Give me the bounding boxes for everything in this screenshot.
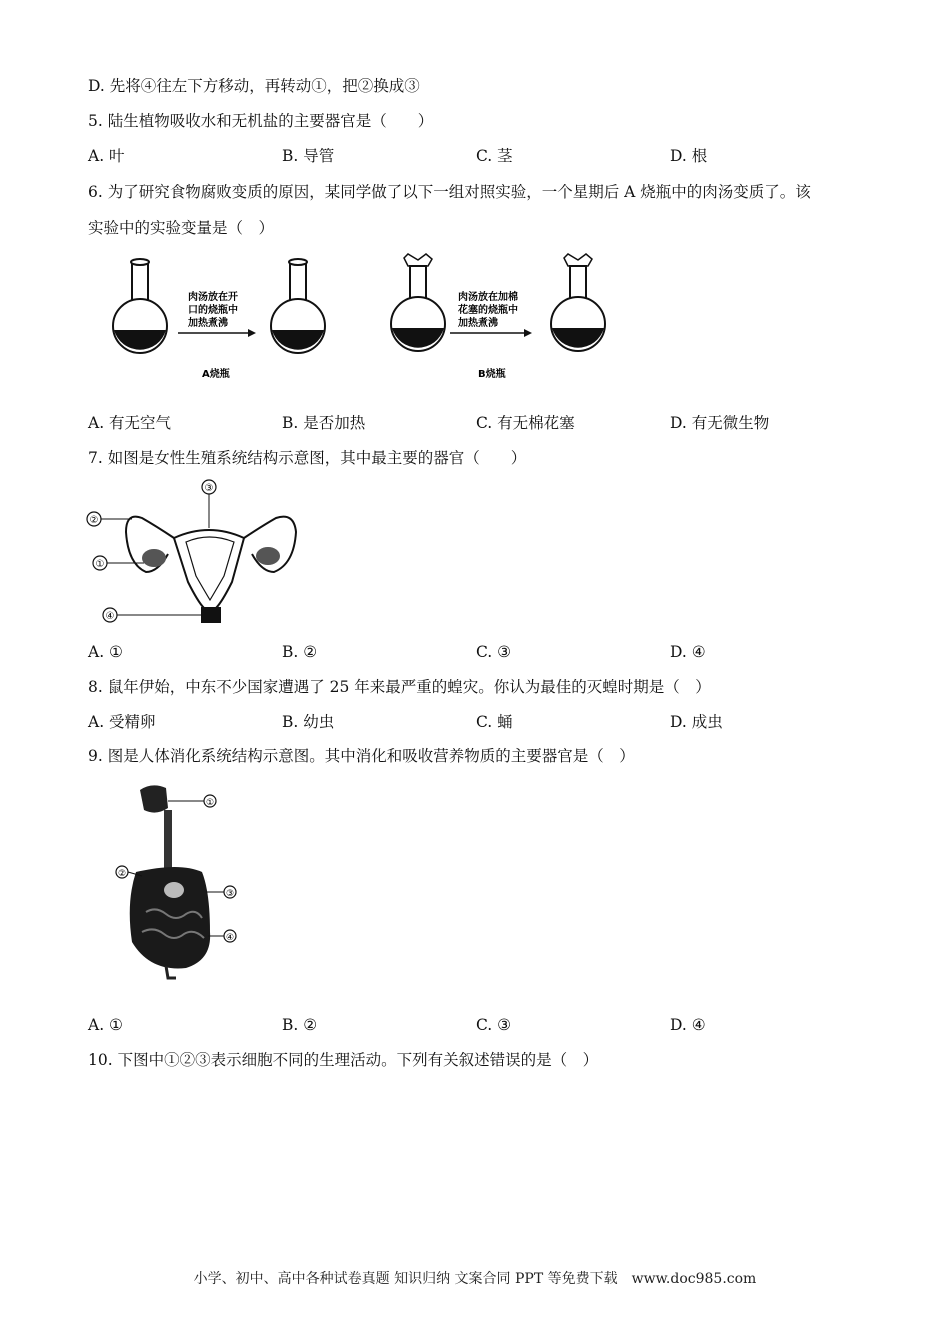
uterus-drawing [126, 517, 296, 622]
q9-option-c: C. ③ [476, 1016, 512, 1034]
q9-digestive-figure [106, 782, 256, 982]
q4-option-d: D. 先将④往左下方移动，再转动①，把②换成③ [88, 77, 420, 95]
q9-label-2: ② [117, 869, 127, 879]
page-footer: 小学、初中、高中各种试卷真题 知识归纳 文案合同 PPT 等免费下载 www.doc985.com [193, 1271, 757, 1287]
flask-b-note-3: 加热煮沸 [458, 318, 498, 329]
flask-a-caption: A烧瓶 [202, 369, 230, 380]
q8-stem: 8. 鼠年伊始，中东不少国家遭遇了 25 年来最严重的蝗灾。你认为最佳的灭蝗时期是（ ） [88, 678, 711, 696]
q10-stem: 10. 下图中①②③表示细胞不同的生理活动。下列有关叙述错误的是（ ） [88, 1051, 599, 1069]
q6-option-d: D. 有无微生物 [670, 414, 770, 432]
q5-option-a: A. 叶 [88, 147, 125, 165]
q7-stem: 7. 如图是女性生殖系统结构示意图，其中最主要的器官（ ） [88, 449, 527, 467]
q6-option-a: A. 有无空气 [88, 414, 172, 432]
q9-option-a: A. ① [88, 1016, 123, 1034]
q8-option-a: A. 受精卵 [88, 713, 156, 731]
q7-option-a: A. ① [88, 643, 123, 661]
q8-option-b: B. 幼虫 [282, 713, 335, 731]
flask-a-before [113, 259, 167, 353]
q6-stem-line2: 实验中的实验变量是（ ） [88, 219, 275, 237]
q7-option-d: D. ④ [670, 643, 706, 661]
q6-flask-figure [100, 250, 620, 385]
flask-b-note-1: 肉汤放在加棉 [458, 292, 518, 303]
flask-a-note-3: 加热煮沸 [188, 318, 228, 329]
arrow-a-head [248, 329, 256, 337]
flask-a-after [271, 259, 325, 353]
q6-option-c: C. 有无棉花塞 [476, 414, 575, 432]
q5-option-b: B. 导管 [282, 147, 335, 165]
q9-stem: 9. 图是人体消化系统结构示意图。其中消化和吸收营养物质的主要器官是（ ） [88, 747, 635, 765]
flask-b-after [551, 254, 605, 351]
q8-option-d: D. 成虫 [670, 713, 723, 731]
q9-option-d: D. ④ [670, 1016, 706, 1034]
arrow-b-head [524, 329, 532, 337]
flask-a-note-1: 肉汤放在开 [188, 292, 238, 303]
q9-option-b: B. ② [282, 1016, 318, 1034]
ovary-right [256, 547, 280, 565]
q5-stem: 5. 陆生植物吸收水和无机盐的主要器官是（ ） [88, 112, 434, 130]
q5-option-c: C. 茎 [476, 147, 513, 165]
q9-label-1: ① [205, 798, 215, 808]
q6-stem-line1: 6. 为了研究食物腐败变质的原因，某同学做了以下一组对照实验，一个星期后 A 烧瓶中的肉汤变质了。该 [88, 183, 811, 201]
flask-b-before [391, 254, 445, 351]
q8-option-c: C. 蛹 [476, 713, 513, 731]
flask-b-caption: B烧瓶 [478, 369, 506, 380]
q7-label-4: ④ [105, 611, 115, 622]
q7-option-b: B. ② [282, 643, 318, 661]
q7-label-3: ③ [204, 483, 214, 494]
q9-label-4: ④ [225, 933, 235, 943]
q6-option-b: B. 是否加热 [282, 414, 366, 432]
q7-option-c: C. ③ [476, 643, 512, 661]
q7-reproductive-figure [84, 476, 314, 628]
flask-b-note-2: 花塞的烧瓶中 [458, 305, 518, 316]
q9-label-3: ③ [225, 889, 235, 899]
q7-label-2: ② [89, 515, 99, 526]
q7-label-1: ① [95, 559, 105, 570]
ovary-left [142, 549, 166, 567]
digestive-drawing [130, 785, 210, 978]
q5-option-d: D. 根 [670, 147, 708, 165]
flask-a-note-2: 口的烧瓶中 [188, 305, 238, 316]
